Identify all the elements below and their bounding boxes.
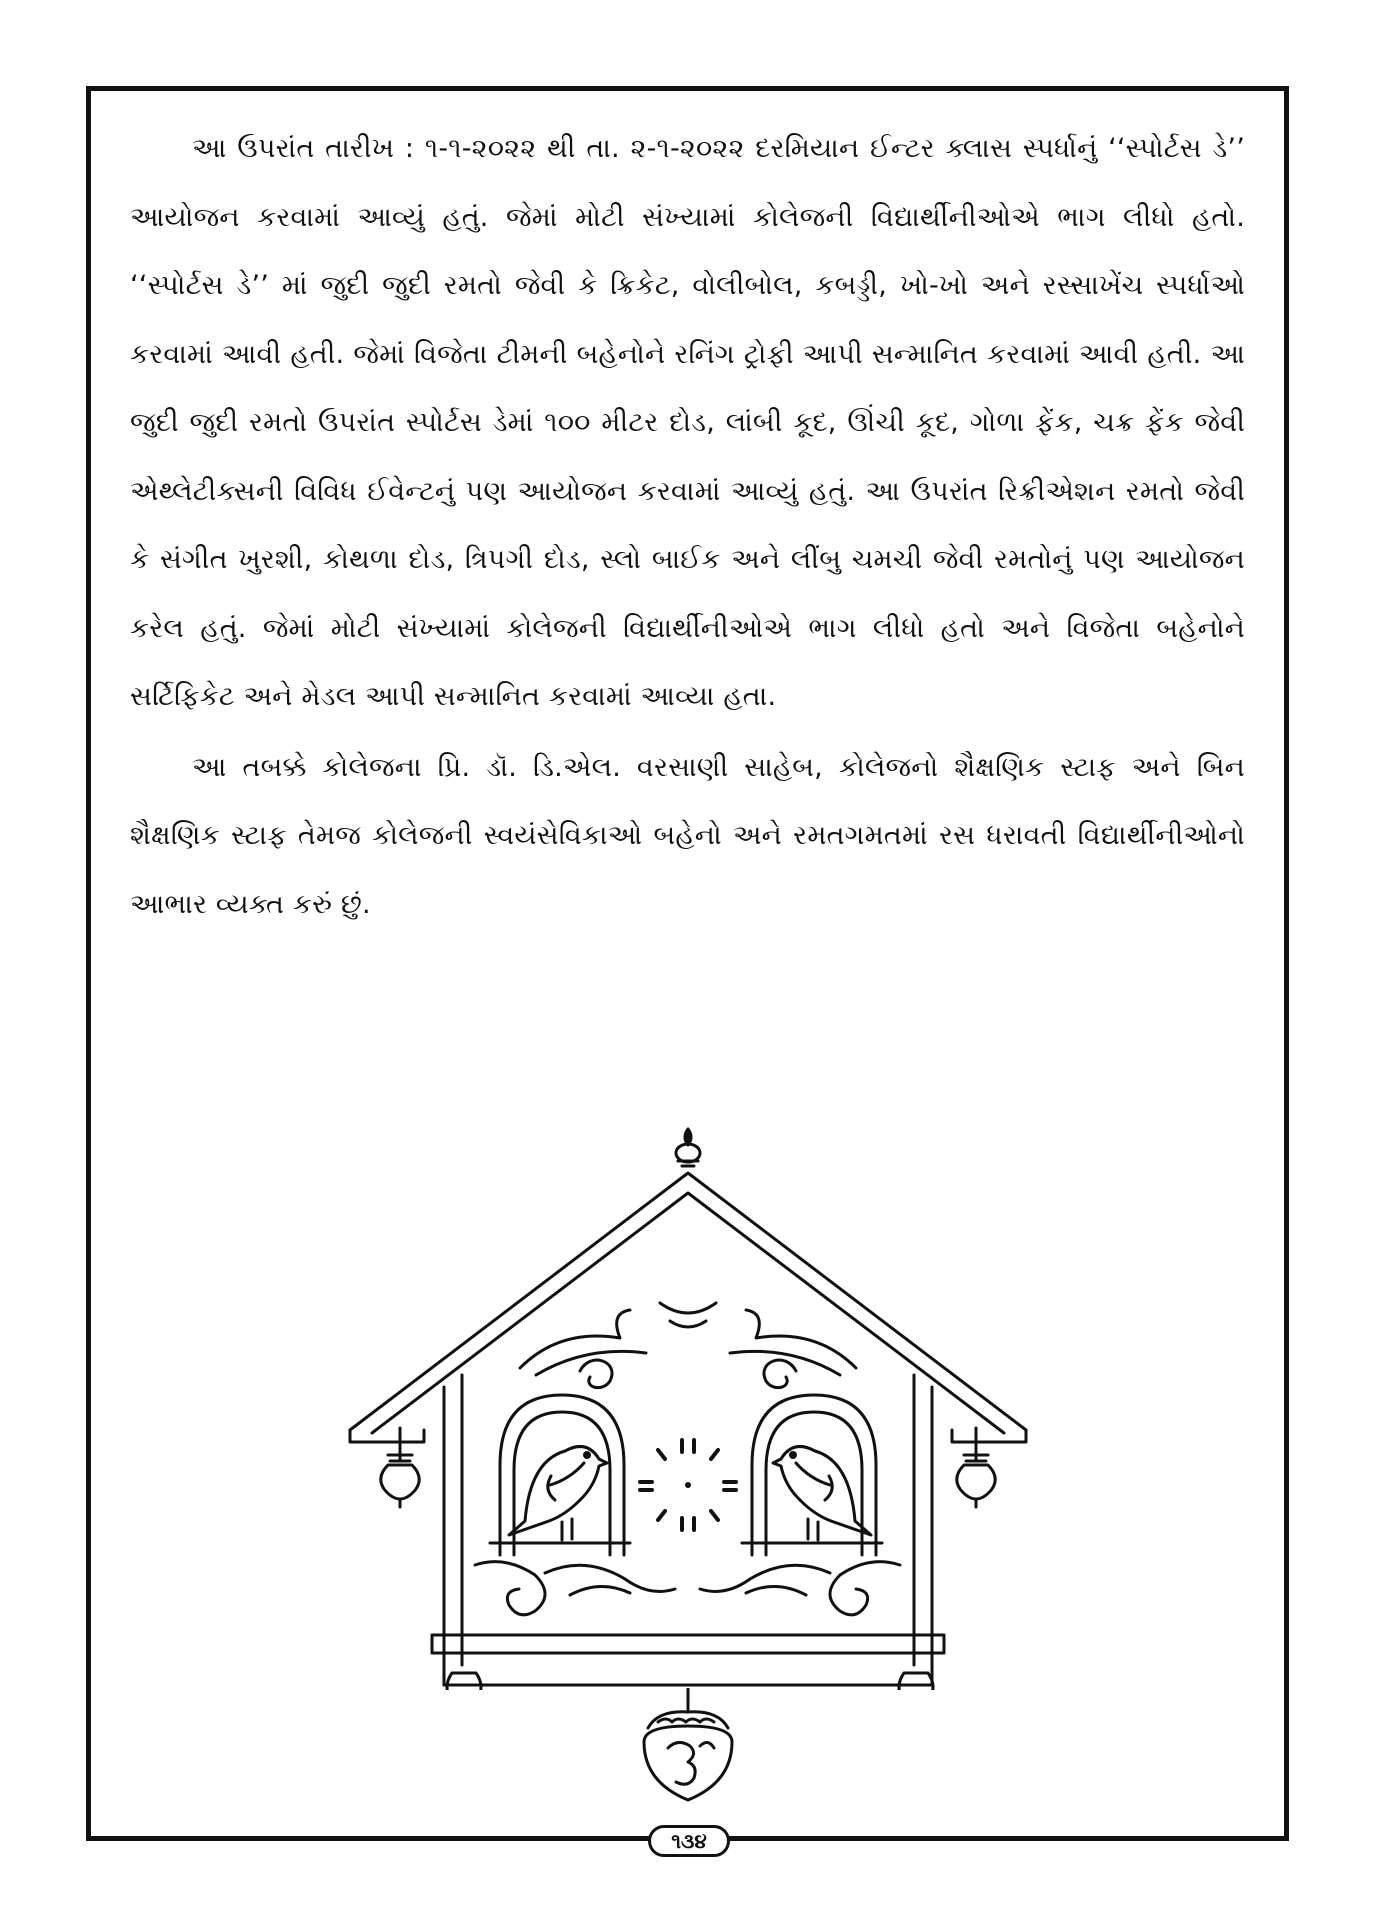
clock-face-icon [640,1440,736,1530]
cuckoo-clock-illustration [340,1125,1040,1690]
bird-icon [509,1447,871,1541]
finial-icon [676,1129,700,1166]
page-number: ૧૩૪ [648,1825,730,1857]
gable-scroll-icon [520,1303,856,1388]
roof-icon [350,1173,1026,1461]
base-scroll-icon [475,1562,900,1615]
paragraph-acknowledgement: આ તબક્કે કોલેજના પ્રિ. ડૉ. ડિ.એલ. વરસાણી સાહેબ, કોલેજનો શૈક્ષણિક સ્ટાફ અને બિન શૈક્ષણિક સ્ટાફ તેમજ કોલેજની સ્વયંસેવિકાઓ બહેનો અને રમતગમતમાં રસ ધરાવતી વિદ્યાર્થીનીઓનો આભાર વ્યક્ત કરું છું. [130,751,1245,920]
eave-drop-icon [381,1455,995,1507]
body-text [130,115,1245,939]
clock-base-icon [432,1635,944,1685]
paragraph-sports-day: આ ઉપરાંત તારીખ : ૧-૧-૨૦૨૨ થી તા. ૨-૧-૨૦૨૨ દરમિયાન ઈન્ટર ક્લાસ સ્પર્ધાનું ‘‘સ્પોર્ટસ ડે’’ આયોજન કરવામાં આવ્યું હતું. જેમાં મોટી સંખ્યામાં કોલેજની વિદ્યાર્થીનીઓએ ભાગ લીધો હતો. ‘‘સ્પોર્ટસ ડે’’ માં જુદી જુદી રમતો જેવી કે ક્રિકેટ, વોલીબોલ, કબડ્ડી, ખો-ખો અને રસ્સાખેંચ સ્પર્ધાઓ કરવામાં આવી હતી. જેમાં વિજેતા ટીમની બહેનોને રનિંગ ટ્રોફી આપી સન્માનિત કરવામાં આવી હતી. આ જુદી જુદી રમતો ઉપરાંત સ્પોર્ટસ ડેમાં ૧૦૦ મીટર દોડ, લાંબી કૂદ, ઊંચી કૂદ, ગોળા ફેંક, ચક્ર ફેંક જેવી એથ્લેટીક્સની વિવિધ ઈવેન્ટનું પણ આયોજન કરવામાં આવ્યું હતું. આ ઉપરાંત રિક્રીએશન રમતો જેવી કે સંગીત ખુરશી, કોથળા દોડ, ત્રિપગી દોડ, સ્લો બાઈક અને લીંબુ ચમચી જેવી રમતોનું પણ આયોજન કરેલ હતું. જેમાં મોટી સંખ્યામાં કોલેજની વિદ્યાર્થીનીઓએ ભાગ લીધો હતો અને વિજેતા બહેનોને સર્ટિફિકેટ અને મેડલ આપી સન્માનિત કરવામાં આવ્યા હતા. [130,133,1245,712]
pendulum-icon [608,1688,768,1808]
